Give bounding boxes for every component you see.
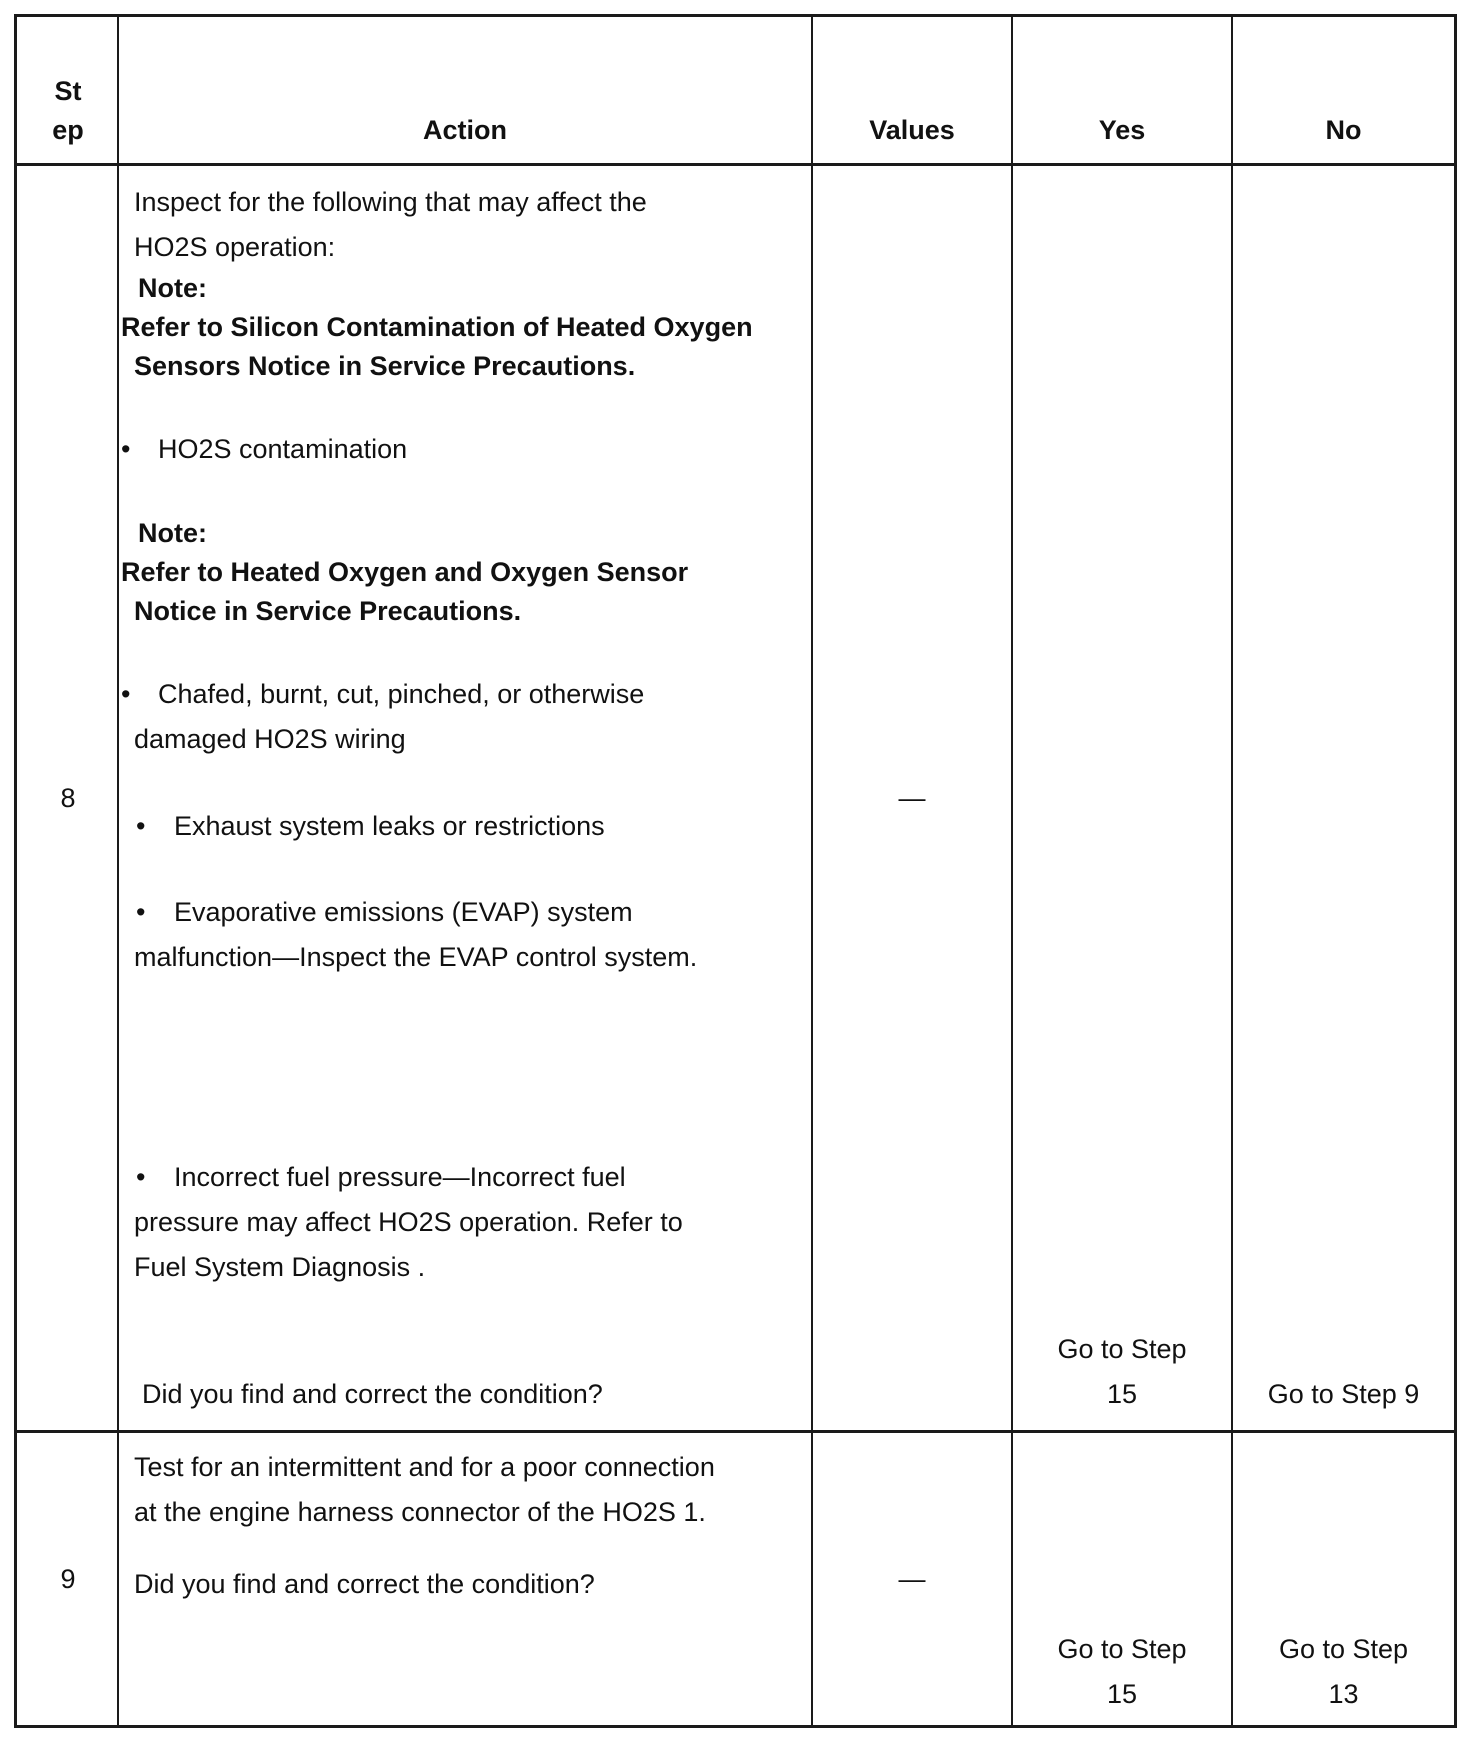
header-no: No xyxy=(1325,115,1362,145)
question: Did you find and correct the condition? xyxy=(134,1569,595,1599)
table-border-bottom xyxy=(14,1725,1457,1728)
bullet-wiring-line-1: Chafed, burnt, cut, pinched, or otherwise xyxy=(158,679,645,709)
header-row-divider xyxy=(14,163,1457,166)
bullet-exhaust: Exhaust system leaks or restrictions xyxy=(174,811,605,841)
header-step-line-1: St xyxy=(54,76,82,106)
bullet-evap-line-1: Evaporative emissions (EVAP) system xyxy=(174,897,633,927)
action-text-line-2: at the engine harness connector of the HO2S 1. xyxy=(134,1497,706,1527)
header-yes: Yes xyxy=(1098,115,1146,145)
action-text-line-1: Test for an intermittent and for a poor connection xyxy=(134,1452,715,1482)
row-divider xyxy=(14,1430,1457,1433)
yes-cell-line-2: 15 xyxy=(1106,1379,1138,1409)
table-border-top xyxy=(14,14,1457,17)
step-number: 8 xyxy=(60,783,76,813)
bullet-fuel-line-1: Incorrect fuel pressure—Incorrect fuel xyxy=(174,1162,626,1192)
bullet-icon: • xyxy=(121,434,131,464)
no-cell: Go to Step 9 xyxy=(1267,1379,1420,1409)
action-intro-line-1: Inspect for the following that may affect the xyxy=(134,187,647,217)
bullet-fuel-line-2: pressure may affect HO2S operation. Refer to xyxy=(134,1207,683,1237)
values-cell: — xyxy=(898,1564,926,1594)
bullet-wiring-line-2: damaged HO2S wiring xyxy=(134,724,406,754)
yes-cell-line-1: Go to Step xyxy=(1057,1334,1187,1364)
note-label: Note: xyxy=(138,518,207,548)
no-cell-line-2: 13 xyxy=(1328,1679,1359,1709)
column-divider-action xyxy=(811,14,813,1728)
note-text-line-1: Refer to Heated Oxygen and Oxygen Sensor xyxy=(121,557,689,587)
header-step-line-2: ep xyxy=(52,115,84,145)
no-cell-line-1: Go to Step xyxy=(1278,1634,1409,1664)
header-action: Action xyxy=(423,115,507,145)
header-values: Values xyxy=(869,115,955,145)
question: Did you find and correct the condition? xyxy=(142,1379,603,1409)
yes-cell-line-1: Go to Step xyxy=(1057,1634,1187,1664)
column-divider-yes xyxy=(1231,14,1233,1728)
column-divider-step xyxy=(117,14,119,1728)
note-text-line-2: Notice in Service Precautions. xyxy=(134,596,522,626)
note-text-line-1: Refer to Silicon Contamination of Heated Oxygen xyxy=(121,312,753,342)
bullet-contamination: HO2S contamination xyxy=(158,434,408,464)
bullet-fuel-line-3: Fuel System Diagnosis . xyxy=(134,1252,426,1282)
bullet-evap-line-2: malfunction—Inspect the EVAP control system. xyxy=(134,942,698,972)
bullet-icon: • xyxy=(121,679,131,709)
action-intro-line-2: HO2S operation: xyxy=(134,232,336,262)
bullet-icon: • xyxy=(136,897,146,927)
table-border-left xyxy=(14,14,17,1728)
bullet-icon: • xyxy=(136,1162,146,1192)
table-border-right xyxy=(1454,14,1457,1728)
note-text-line-2: Sensors Notice in Service Precautions. xyxy=(134,351,636,381)
column-divider-values xyxy=(1011,14,1013,1728)
bullet-icon: • xyxy=(136,811,146,841)
note-label: Note: xyxy=(138,273,207,303)
step-number: 9 xyxy=(60,1564,76,1594)
values-cell: — xyxy=(898,783,926,813)
yes-cell-line-2: 15 xyxy=(1106,1679,1138,1709)
